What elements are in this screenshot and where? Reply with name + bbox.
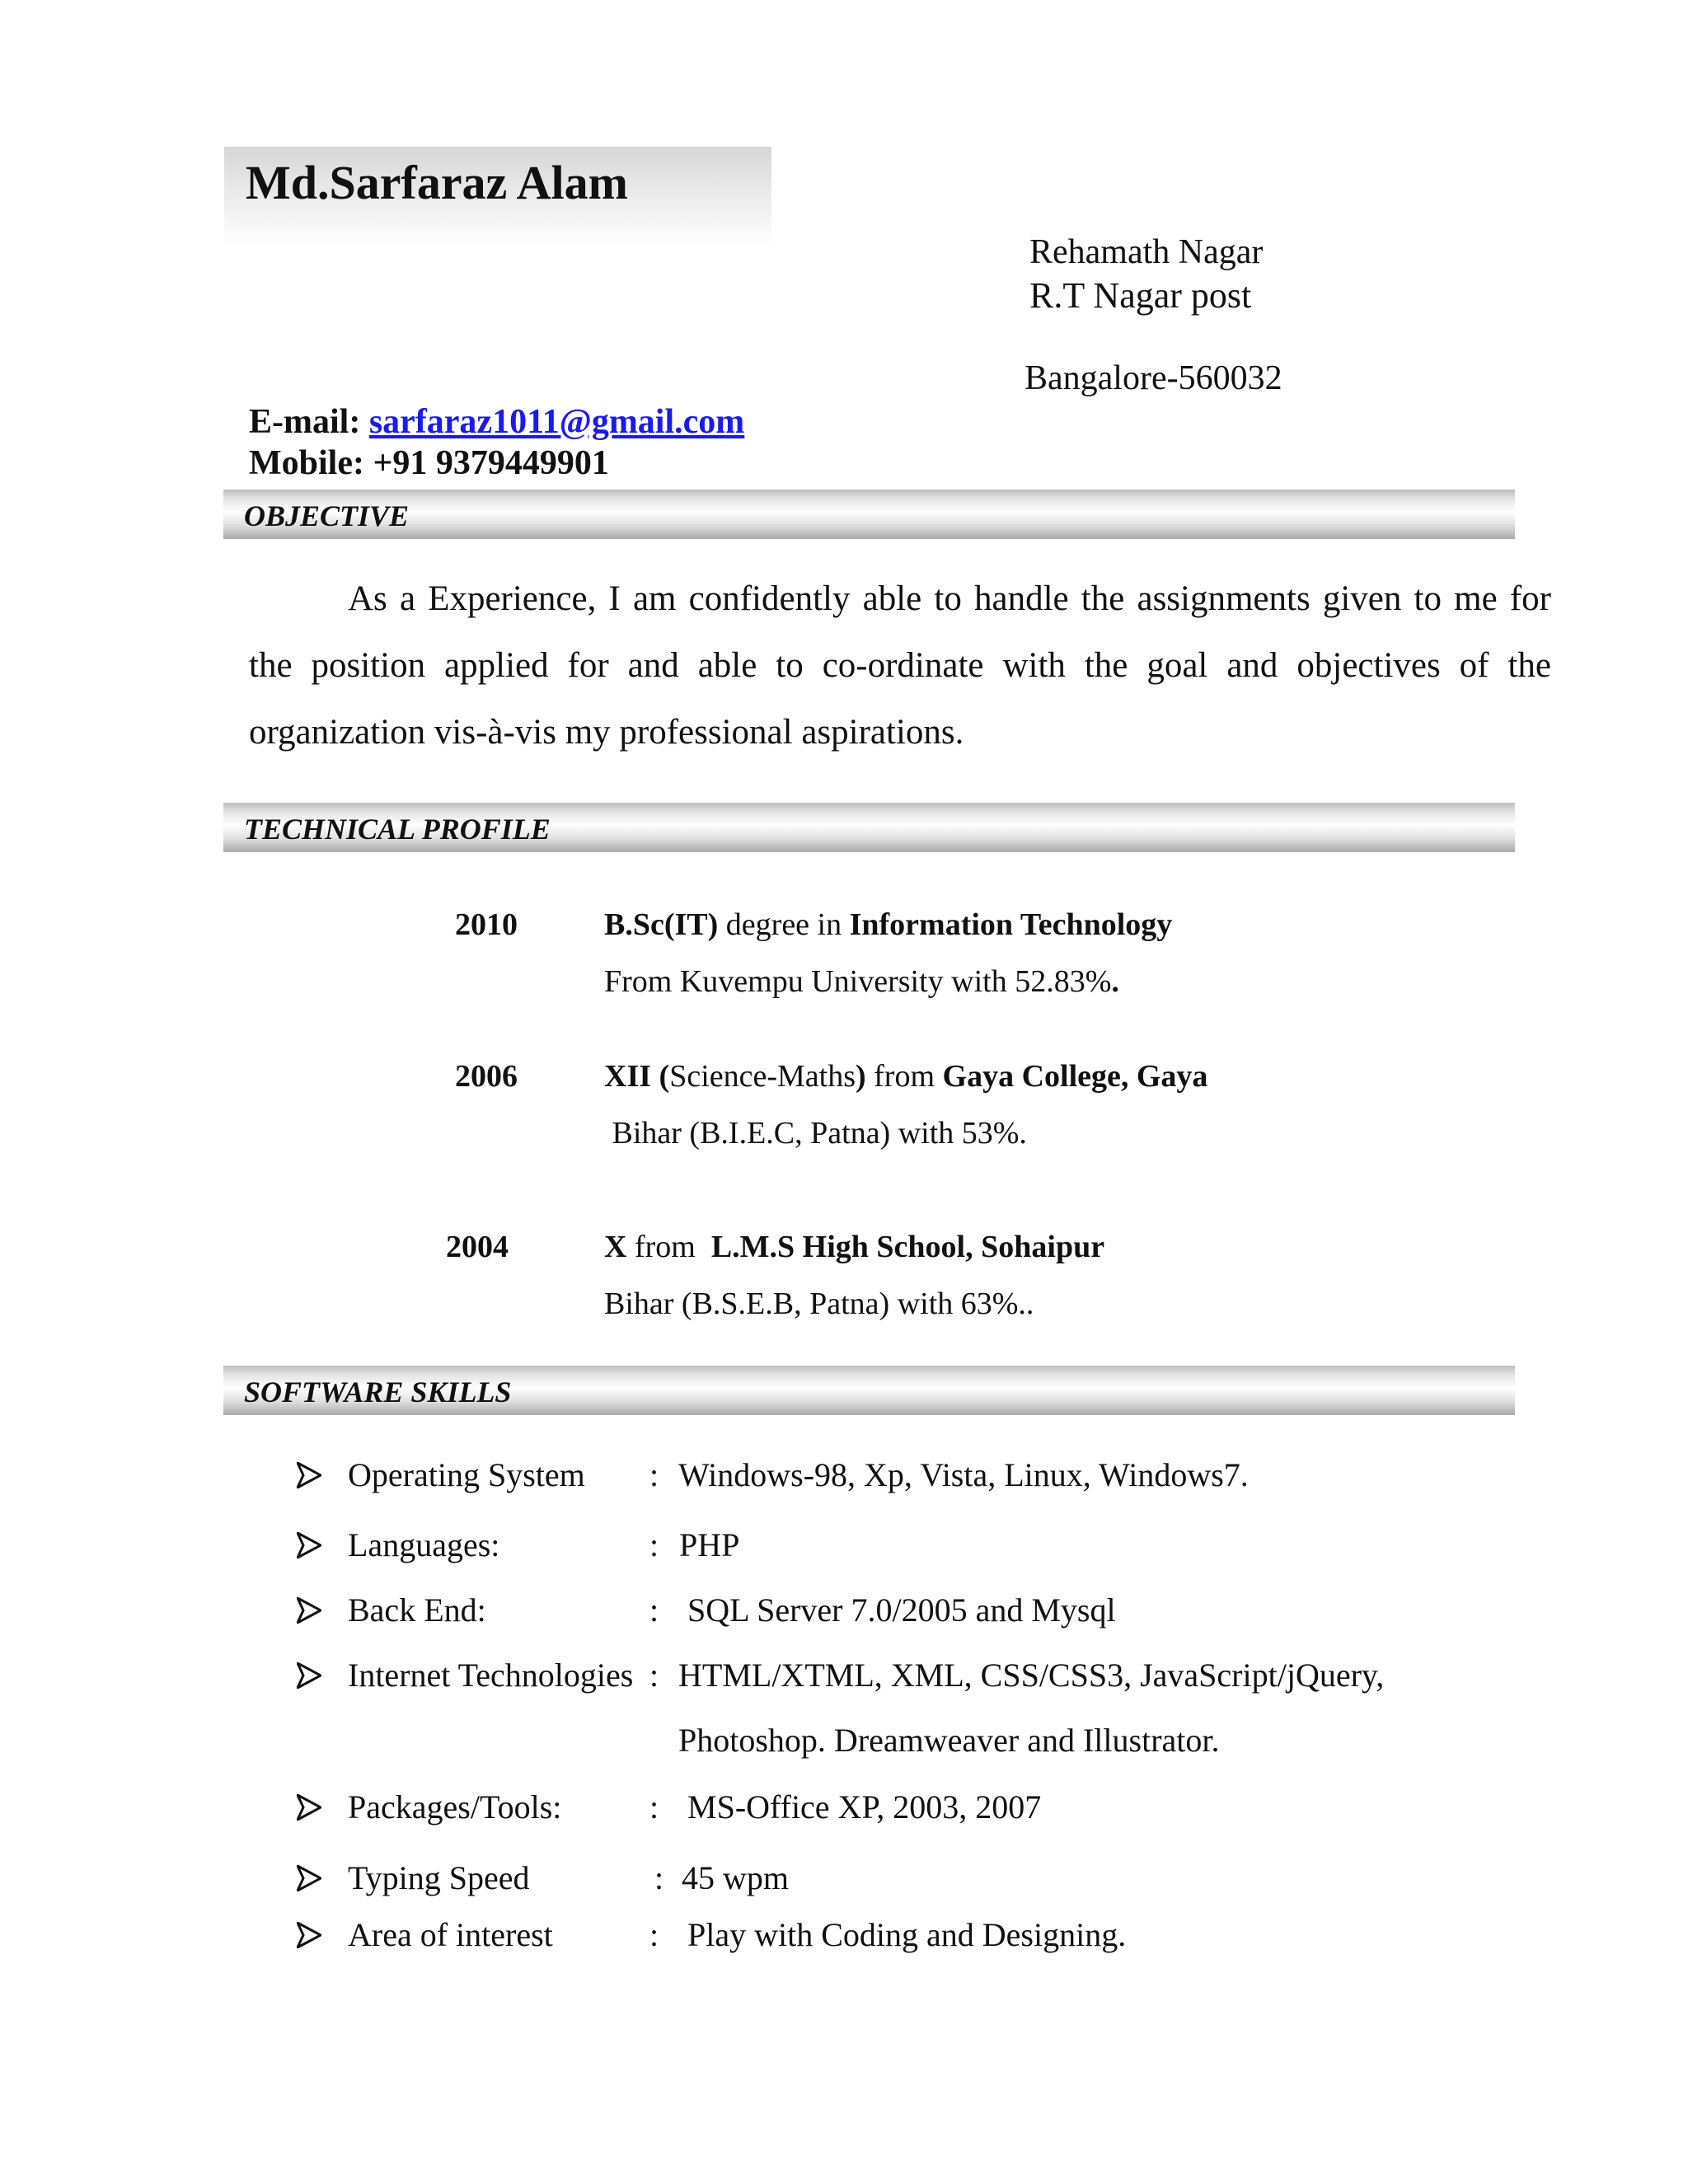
- skill-row: [297, 1916, 1533, 1960]
- skill-label: Back End:: [348, 1591, 486, 1629]
- email-label: E-mail:: [249, 403, 361, 441]
- edu-stream: Science-Maths: [669, 1059, 856, 1094]
- skill-row: [297, 1788, 1533, 1832]
- skill-colon: :: [654, 1859, 664, 1896]
- skill-value: MS-Office XP, 2003, 2007: [687, 1788, 1042, 1825]
- address-line-1: Rehamath Nagar: [1029, 233, 1264, 271]
- skill-label: Operating System: [348, 1456, 585, 1493]
- edu-connector: from: [865, 1059, 943, 1094]
- skill-value: SQL Server 7.0/2005 and Mysql: [687, 1591, 1116, 1629]
- section-bar-technical-profile: [223, 803, 1515, 852]
- skill-row: [297, 1526, 1533, 1570]
- edu-period: .: [1111, 964, 1119, 999]
- arrowhead-bullet-icon: [297, 1865, 321, 1891]
- edu-college: Gaya College, Gaya: [942, 1059, 1208, 1094]
- mobile-number: +91 9379449901: [373, 444, 609, 482]
- skill-row: [297, 1456, 1533, 1500]
- arrowhead-bullet-icon: [297, 1922, 321, 1948]
- skill-row: [297, 1859, 1533, 1903]
- skill-colon: :: [649, 1591, 659, 1629]
- skill-value: 45 wpm: [682, 1859, 789, 1896]
- skill-row-continuation: [297, 1724, 1533, 1765]
- edu-degree: B.Sc(IT): [604, 907, 719, 942]
- section-bar-objective: [223, 490, 1515, 539]
- objective-paragraph: As a Experience, I am confidently able to handle the assignments given to me for the position applied for and able to co-ordinate with the goal and objectives of the organization vis-à-vis my professional aspirations.: [249, 579, 1551, 752]
- mobile-label: Mobile:: [249, 444, 364, 482]
- skill-label: Languages:: [348, 1526, 500, 1563]
- skill-label: Area of interest: [348, 1916, 553, 1953]
- arrowhead-bullet-icon: [297, 1462, 321, 1488]
- section-bar-software-skills: [223, 1366, 1515, 1415]
- email-link[interactable]: sarfaraz1011@gmail.com: [368, 403, 745, 441]
- edu-paren: ): [856, 1059, 866, 1094]
- edu-degree: XII (: [604, 1059, 670, 1094]
- edu-board-line: Bihar (B.S.E.B, Patna) with 63%..: [604, 1286, 1034, 1321]
- skill-value: Play with Coding and Designing.: [687, 1916, 1127, 1953]
- section-title-technical-profile: TECHNICAL PROFILE: [244, 813, 551, 846]
- skill-colon: :: [649, 1526, 659, 1563]
- email-row: [249, 405, 744, 439]
- arrowhead-bullet-icon: [297, 1532, 321, 1558]
- skill-value-continued: Photoshop. Dreamweaver and Illustrator.: [678, 1722, 1220, 1759]
- skill-row: [297, 1591, 1533, 1635]
- edu-year: 2004: [446, 1230, 509, 1264]
- skill-colon: :: [649, 1916, 659, 1953]
- skill-value: Windows-98, Xp, Vista, Linux, Windows7.: [678, 1456, 1249, 1493]
- address-line-2: R.T Nagar post: [1029, 275, 1252, 316]
- skill-label: Typing Speed: [348, 1859, 530, 1896]
- edu-board-line: Bihar (B.I.E.C, Patna) with 53%.: [604, 1116, 1027, 1151]
- edu-degree: X: [604, 1230, 627, 1264]
- skill-value: HTML/XTML, XML, CSS/CSS3, JavaScript/jQuery,: [678, 1657, 1385, 1694]
- arrowhead-bullet-icon: [297, 1662, 321, 1689]
- edu-connector: degree in: [718, 907, 850, 942]
- skill-label: Internet Technologies: [348, 1657, 634, 1694]
- mobile-row: [249, 446, 609, 480]
- edu-degree-line: [604, 1061, 1207, 1092]
- arrowhead-bullet-icon: [297, 1794, 321, 1821]
- skill-colon: :: [649, 1657, 659, 1694]
- edu-year: 2006: [455, 1059, 518, 1094]
- edu-degree-line: [604, 1231, 1104, 1263]
- skill-row: [297, 1659, 1533, 1700]
- edu-institution: From Kuvempu University with 52.83%: [604, 964, 1112, 999]
- skill-value: PHP: [679, 1526, 740, 1563]
- skill-colon: :: [649, 1788, 659, 1825]
- section-title-software-skills: SOFTWARE SKILLS: [244, 1376, 512, 1408]
- address-line-3: Bangalore-560032: [1025, 359, 1282, 397]
- skill-colon: :: [649, 1456, 659, 1493]
- section-title-objective: OBJECTIVE: [244, 499, 410, 532]
- edu-institution-line: [604, 966, 1119, 997]
- edu-year: 2010: [455, 907, 518, 942]
- edu-school: L.M.S High School, Sohaipur: [710, 1230, 1105, 1264]
- arrowhead-bullet-icon: [297, 1597, 321, 1624]
- edu-degree-line: [604, 909, 1172, 940]
- edu-field: Information Technology: [849, 907, 1173, 942]
- candidate-name: Md.Sarfaraz Alam: [246, 156, 628, 209]
- edu-connector: from: [626, 1230, 711, 1264]
- skill-label: Packages/Tools:: [348, 1788, 562, 1825]
